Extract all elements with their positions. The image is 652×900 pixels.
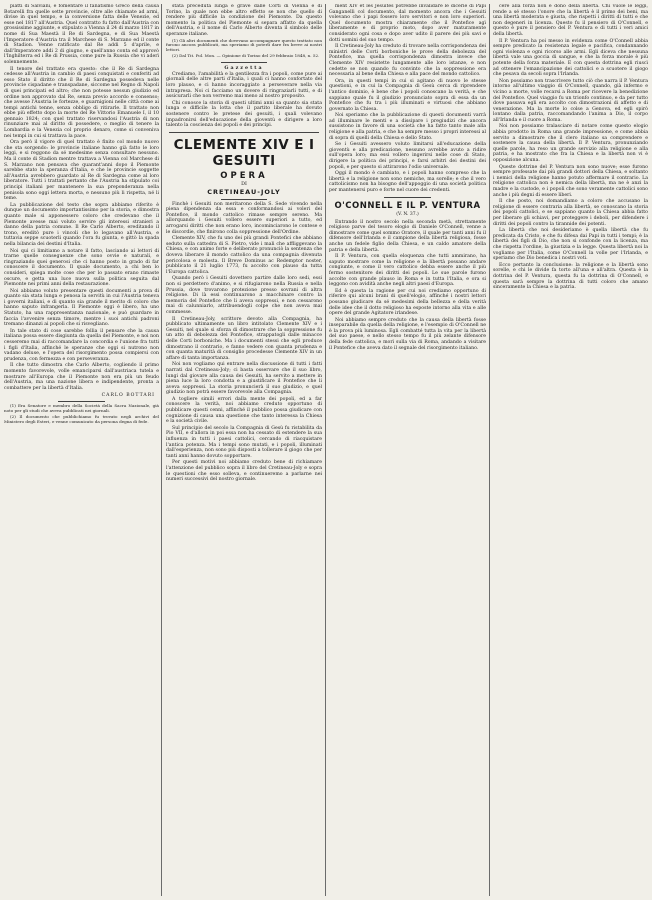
paragraph: Il P. Ventura ha poi messo in evidenza come O'Connell abbia sempre predicato la resistenza legale e pacifica, condannando ogni violenza e ogni ricorso alle armi. Egli diceva che nessuna libertà vale una goccia di sangue, e che la forza morale è più potente della forza materiale. E con questa dottrina egli riuscì ad ottenere l'emancipazione dei cattolici e a scuotere il giogo che pesava da secoli sopra l'Irlanda. [493,38,648,78]
paragraph: Noi non possiamo tralasciare di notare come questo elogio abbia prodotto in Roma una grande impressione, e come abbia servito a dimostrare che il clero italiano sa comprendere e sostenere la causa della libertà. Il P. Ventura, pronunziando quelle parole, ha reso un grande servizio alla religione e alla patria, e ha mostrato che fra la Chiesa e la libertà non vi è opposizione alcuna. [493,124,648,164]
paragraph: Il tenore del trattato era questo: che il Re di Sardegna cedesse all'Austria in cambio di paesi conquistati e conferiti ad esso Stato il diritto che il Re di Sardegna possedeva nelle provincie cispadane e transpadane, siccome nel Regno di Napoli di quei principati ed altro; che non potesse nessun giudizio ed ordine non approvato dal Re, senza previo accordo e consenso; che avesse l'Austria le fortezze, e guarnigioni nelle città come ai tempi antichi tenne, senza obbligo di ritirarle. Il trattato non ebbe più effetto dopo la morte del Re Vittorio Emanuele I, il 10 gennaio 1824; con quel trattato riservandosi l'Austria di non rinunziare mai al diritto di possedere, o meglio di tenere la Lombardia e la Venezia col proprio denaro, come si conveniva nei tempi in cui si trattava la pace. [4,66,159,139]
paragraph: ment XIV et les Jésuites potrebbe invalidare le dicerie di Papi Ganganelli col documento, dal momento ancora che i Gesuiti volevano che i papi fossero loro servitori e non loro superiori. Quel documento mostra chiaramente che il Pontefice agì liberamente e di proprio moto, dopo aver maturamente considerato ogni cosa e dopo aver udito il parere dei più savi e dotti uomini del suo tempo. [329,4,486,43]
paragraph: stata preceduta lunga e grave dalle Corti di Vienna e di Torino, la quale non ebbe altro effetto se non che quello di rendere più difficile la condizione del Piemonte. Da questo momento la politica del Piemonte si separa affatto da quella dell'Austria, e il nome di Carlo Alberto diventa il simbolo delle speranze italiane. [166,4,322,37]
section-headline: O'CONNELL E IL P. VENTURA [334,200,481,211]
paragraph: Il P. Ventura, con quella eloquenza che tutti ammirano, ha saputo mostrare come la religione e la libertà possano andare congiunte, e come il vero cattolico debba essere anche il più fermo sostenitore dei diritti dei popoli. Le sue parole furono accolte con grande plauso in Roma e in tutta l'Italia, e ora si leggono con avidità anche negli altri paesi d'Europa. [329,254,486,288]
divider [169,132,319,133]
column-1 [4,4,159,896]
paragraph: Ecco pertanto la conclusione: la religione e la libertà sono sorelle, e chi le divide fa torto all'una e all'altra. Questa è la dottrina del P. Ventura, questa fu la dottrina di O'Connell, e questa sarà sempre la dottrina di tutti coloro che amano sinceramente la Chiesa e la patria. [493,262,648,291]
paragraph: A togliere simili errori dalla mente dei popoli, ed a far conoscere la verità, noi abbiamo creduto opportuno di pubblicare questi cenni, affinché il pubblico possa giudicare con cognizione di causa una questione che tanto interessa la Chiesa e la società civile. [166,396,322,425]
column-2 [166,4,322,896]
paragraph: Noi abbiamo sempre creduto che la causa della libertà fosse inseparabile da quella della religione, e l'esempio di O'Connell ne è la prova più luminosa. Egli combatté tutta la vita per la libertà del suo paese, e nello stesso tempo fu il più zelante difensore della fede cattolica, e morì sulla via di Roma, andando a visitare il Pontefice che aveva dato il segnale del risorgimento italiano. [329,317,486,351]
paragraph: Il Cretineau-Joly, scrittore devoto alla Compagnia, ha pubblicato ultimamente un libro intitolato Clemente XIV e i Gesuiti, nel quale si sforza di dimostrare che la soppressione fu un atto di debolezza del Pontefice, strappatogli dalle minacce delle Corti borboniche. Ma i documenti stessi che egli produce dimostrano il contrario, e fanno vedere con quanta prudenza e con quanta maturità di consiglio procedesse Clemente XIV in un affare di tanta importanza. [166,316,322,361]
paragraph: Ora però il vigore di quel trattato è finito col mondo nuovo che sta sorgendo: le provincie italiane hanno già fatto le loro leggi, e si reggono da sé medesime senza consultare nessuno. Ma il conte di Stadion mentre trattava a Vienna col Marchese di S. Marzano non pensava che quarant'anni dopo il Piemonte sarebbe stato la speranza d'Italia, e che le provincie soggette all'Austria avrebbero guardato al Re di Sardegna come al loro liberatore. Tutti i trattati pertanto che l'Austria ha stipulato coi principi italiani per mantenere la sua preponderanza nella penisola sono oggi lettera morta, e nessuno più li rispetta, né li teme. [4,140,159,202]
article-subtitle-di: DI [241,181,247,187]
divider [384,197,431,198]
column-4 [493,4,648,896]
paragraph: Non possiamo non trascrivere tutto ciò che narra il P. Ventura intorno all'ultimo viaggio di O'Connell, quando, già infermo e vicino a morte, volle recarsi a Roma per ricevere la benedizione del Pontefice. Quel viaggio fu un trionfo continuo, e da per tutto dove passava egli era accolto con dimostrazioni di affetto e di venerazione. Ma la morte lo colse a Genova, ed egli spirò lontano dalla patria, raccomandando l'anima a Dio, il corpo all'Irlanda e il cuore a Roma. [493,78,648,123]
paragraph: Chi conosce la storia di questi ultimi anni sa quanto sia stata lunga e difficile la lotta che il partito liberale ha dovuto sostenere contro le pretese dei gesuiti, i quali volevano impadronirsi dell'educazione della gioventù e dirigere a loro talento la coscienza dei popoli e dei principi. [166,100,322,129]
paragraph: Clemente XIV, che fu uno dei più grandi Pontefici che abbiano seduto sulla cattedra di S. Pietro, vide i mali che affliggevano la Chiesa, e con animo forte e deliberato pronunciò la sentenza che doveva liberare il mondo cattolico da una compagnia divenuta pericolosa e molesta. Il Breve Dominus ac Redemptor noster, pubblicato il 21 luglio 1773, fu accolto con plauso da tutta l'Europa cattolica. [166,236,322,275]
paragraph: Il Cretineau-Joly ha creduto di trovare nella corrispondenza dei ministri delle Corti borboniche le prove della debolezza del Pontefice, ma quella corrispondenza dimostra invece che Clemente XIV resistette lungamente alle loro istanze, e non cedette se non quando fu convinto che la soppressione era necessaria al bene della Chiesa e alla pace del mondo cattolico. [329,44,486,78]
paragraph: cere alla forza non è dono della libertà. Chi vuole le leggi, rende a sé stesso l'onore che la libertà è il primo dei beni, ma una libertà moderata e giusta, che rispetti i diritti di tutti e che non degeneri in licenza. Questo fu il pensiero di O'Connell, e questo è pure il pensiero del P. Ventura e di tutti i veri amici della libertà. [493,4,648,37]
paragraph: Queste dottrine del P. Ventura non sono nuove; esse furono sempre professate dai più grandi dottori della Chiesa, e soltanto i nemici della religione hanno potuto affermare il contrario. La religione cattolica non è nemica della libertà, ma ne è anzi la madre e la custode, e i popoli che sono veramente cattolici sono anche i più degni di essere liberi. [493,164,648,198]
author-signature: CARLO BOTTARI [101,393,155,399]
paragraph: Noi abbiamo voluto presentare questi documenti a prova di quanto sia stata lunga e penosa la servitù in cui l'Austria teneva i governi italiani, e di quanto sia grande il merito di coloro che hanno saputo infrangerla. Il Piemonte oggi è libero, ha uno Statuto, ha una rappresentanza nazionale, e può guardare in faccia l'avvenire senza timore, mentre i suoi antichi padroni tremano dinanzi ai popoli che si risvegliano. [4,288,159,328]
paragraph: Noi non vogliamo qui entrare nella discussione di tutti i fatti narrati dal Cretineau-Joly; ci basta osservare che il suo libro, lungi dal giovare alla causa dei Gesuiti, ha servito a mettere in piena luce la loro condotta e a giustificare il Pontefice che li aveva soppressi. La storia pronuncierà il suo giudizio, e quel giudizio non potrà essere favorevole alla Compagnia. [166,362,322,396]
paragraph: Oggi il mondo è cambiato, e i popoli hanno compreso che la libertà e la religione non sono nemiche, ma sorelle; e che il vero cattolicismo non ha bisogno dell'appoggio di una società politica per mantenersi puro e forte nel cuore dei credenti. [329,171,486,193]
column-3 [329,4,486,896]
article-author: CRETINEAU-JOLY [207,187,281,196]
paragraph: La pubblicazione del testo che sopra abbiamo riferito è dunque un documento importantissimo per la storia, e dimostra quanto male si apponessero coloro che credevano che il Piemonte avesse mai voluto servire gli interessi stranieri a danno della patria comune. Il Re Carlo Alberto, ereditando il trono, ereditò pure i vincoli che lo legavano all'Austria, e tuttavia seppe scuoterli quando l'ora fu giunta, e gittò la spada nella bilancia dei destini d'Italia. [4,202,159,247]
paragraph: Se i Gesuiti avessero voluto limitarsi all'educazione della gioventù e alla predicazione, nessuno avrebbe avuto a ridire sull'opera loro; ma essi vollero ingerirsi nelle cose di Stato, dirigere la politica dei principi, e farsi arbitri dei destini dei popoli, e per questo si attirarono l'odio universale. [329,142,486,170]
paragraph: Entrando il nostro secolo nella seconda metà, strettamente religioso parve del tesoro elogio di Daniele O'Connell, venne a dimostrare come quel sommo Oratore, il quale per tanti anni fu il difensore dell'Irlanda e il campione della libertà religiosa, fosse anche un fedele figlio della Chiesa, e un caldo amatore della patria e della libertà. [329,219,486,253]
article-headline: CLEMENTE XIV E I GESUITI [173,136,315,169]
divider [58,401,105,402]
paragraph: Ora, in questi tempi in cui si agitano di nuovo le stesse questioni, e in cui la Compagnia di Gesù cerca di riprendere l'antico dominio, è bene che i popoli conoscano la verità, e che sappiano quale fu il giudizio pronunciato sopra di essa da un Pontefice che fu tra i più illuminati e virtuosi che abbiano governato la Chiesa. [329,78,486,112]
footnote: (1) Era Senatore e membro della Società della Sacra Nazionale, già noto per gli studi che aveva pubblicati nei giornali. [4,403,159,414]
column-rule [161,4,162,896]
section-subtitle: (V. N. 37.) [396,211,419,217]
paragraph: Noi qui ci limitiamo a notare il fatto, lasciando ai lettori di trarne quelle conseguenze che sono ovvie e naturali, e ringraziando quei generosi che ci hanno posto in grado di far conoscere il documento. Il quale documento, a chi ben lo consideri, spiega molte cose che per lo passato erano rimaste oscure, e getta una luce nuova sulla politica seguita dal Piemonte nei primi anni della restaurazione. [4,248,159,288]
paragraph: Crediamo, l'amabilità e la gentilezza fra i popoli, come pure ai giornali delle altre parti d'Italia, i quali ci hanno confortato del loro plauso, e ci hanno incoraggiato a perseverare nella via intrapresa. Noi ci facciamo un dovere di ringraziarli tutti, e di assicurarli che non verremo mai meno al nostro proposito. [166,71,322,100]
paragraph: Per questi motivi noi abbiamo creduto bene di richiamare l'attenzione del pubblico sopra il libro del Cretineau-Joly e sopra le questioni che esso solleva, e continueremo a parlarne nei numeri successivi del nostro giornale. [166,460,322,483]
paragraph: La libertà che noi desideriamo è quella libertà che fu predicata da Cristo, e che fu difesa dai Papi in tutti i tempi; è la libertà dei figli di Dio, che non si confonde con la licenza, ma che rispetta l'ordine, la giustizia e la legge. Questa libertà noi la vogliamo per l'Italia, come O'Connell la volle per l'Irlanda, e speriamo che Dio benedica i nostri voti. [493,228,648,262]
article-subtitle: OPERA [220,170,268,181]
footnote: (1) Gli altri documenti che dovevano accompagnare questo trattato non furono ancora pubblicati, ma speriamo di poterli dare fra breve ai nostri lettori. [166,37,322,53]
section-label: Gazzetta [224,64,264,71]
footnote: (2) Il documento che pubblichiamo fu trovato negli archivi del Ministero degli Esteri, e venne comunicato da persona degna di fede. [4,413,159,424]
paragraph: Il che posto, noi domandiamo a coloro che accusano la religione di essere contraria alla libertà, se conoscano la storia dei popoli cattolici, e se sappiano quanto la Chiesa abbia fatto per liberare gli schiavi, per proteggere i deboli, per difendere i diritti dei popoli contro la tirannide dei potenti. [493,199,648,227]
paragraph: Finchè i Gesuiti non meritarono della S. Sede vivendo nella piena dipendenza da essa e conformandosi ai voleri del Pontefice, il mondo cattolico rimase sempre sereno. Ma allorquando i Gesuiti vollero essere superiori a tutto, ed arrogarsi diritti che non erano loro, incominciarono le contese e le discordie, che finirono colla soppressione dell'Ordine. [166,201,322,235]
paragraph: Sul principio del secolo la Compagnia di Gesù fu ristabilita da Pio VII, e d'allora in poi essa non ha cessato di estendere la sua influenza in tutti i paesi cattolici, cercando di riacquistare l'antica potenza. Ma i tempi sono mutati, e i popoli, illuminati dall'esperienza, non sono più disposti a tollerare il giogo che per tanti anni hanno dovuto sopportare. [166,425,322,459]
divider [221,199,268,200]
divider [221,62,268,63]
paragraph: Noi speriamo che la pubblicazione di questi documenti varrà ad illuminare le menti e a dissipare i pregiudizi che ancora sussistono in favore di una società che ha fatto tanto male alla religione e alla patria, e che ha sempre messo i propri interessi al di sopra di quelli della Chiesa e dello Stato. [329,113,486,141]
column-rule [489,4,490,896]
paragraph: piatti di Salviani, e fomentare il fanatismo Greco della causa Botarelli fra quelle sette provincie, oltre alle chiamate ad armi, divise in quel tempo, e la conversione fatta delle Venezie, ed esse nel 1817 all'Austria. Quel contratto fu fatto dall'Austria con grossissime aggiunte, e stipulato a Vienna il 24 di marzo 1817 in nome di Sua Maestà il Re di Sardegna, e di Sua Maestà l'Imperatore d'Austria tra il Marchese di S. Marzano ed il conte di Stadion. Venne ratificato dal Re addi 5 d'aprile, e dall'Imperatore addi 2 di giugno, e quell'anno conta ed approvò l'Inghilterra ed i Re di Prussia, come pure la Russia che vi aderì solennemente. [4,4,159,65]
paragraph: In tale stato di cose sarebbe follia il pensare che la causa italiana possa essere disgiunta da quella del Piemonte, e noi non cesseremo mai di raccomandare la concordia e l'unione fra tutti i figli d'Italia, affinché le speranze che oggi si nutrono non vadano deluse, e l'opera del risorgimento possa compiersi con prudenza, con fermezza e con perseveranza. [4,328,159,362]
footnote: (2) Dal Tit. Pol. Mon. — Opinione di Torino del 29 febbraio 1848, n. 52. [172,52,320,58]
column-rule [325,4,326,896]
paragraph: Quando però i Gesuiti dovettero partire dalle loro sedi, essi non si perdettero d'animo, e si rifugiarono nella Russia e nella Prussia, dove trovarono protezione presso sovrani di altra religione. Di là essi continuarono a macchinare contro la memoria del Pontefice che li aveva soppressi, e non cessarono mai di calunniarlo, attribuendogli colpe che non aveva mai commesse. [166,276,322,315]
paragraph: Il che tutto dimostra che Carlo Alberto, cogliendo il primo momento favorevole, volle emanciparsi dall'austriaca tutela e mostrare all'Europa che il Piemonte non era più un feudo dell'Austria, ma una nazione libera e indipendente, pronta a combattere per la libertà d'Italia. [4,363,159,391]
paragraph: Ed è questa la ragione per cui noi crediamo opportuno di riferire qui alcuni brani di quell'elogio, affinché i nostri lettori possano giudicare da sé medesimi della bellezza e della verità delle idee che il dotto religioso ha esposte intorno alla vita e alle opere del grande Agitatore irlandese. [329,288,486,317]
